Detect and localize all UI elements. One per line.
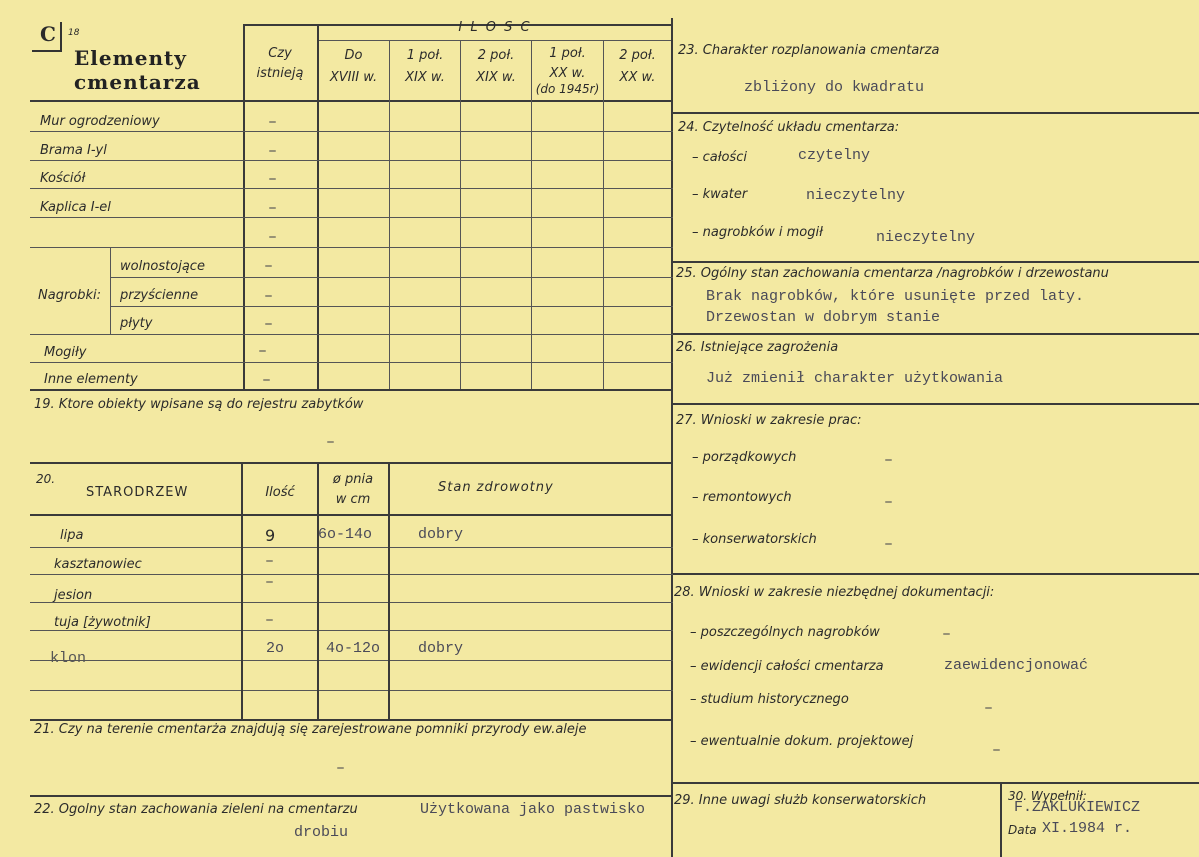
row-value: – xyxy=(258,343,268,360)
rule xyxy=(30,602,673,603)
row-label: Kaplica I-el xyxy=(40,200,111,215)
subcol-4-l2: XX w. xyxy=(549,66,586,81)
q27-item-value: – xyxy=(884,494,894,511)
q27-item-label: – konserwatorskich xyxy=(692,532,817,547)
rule xyxy=(30,100,673,102)
q19-label: 19. Ktore obiekty wpisane są do rejestru zabytków xyxy=(34,397,364,412)
subcol-3-l2: XIX w. xyxy=(476,70,516,85)
q27-label: 27. Wnioski w zakresie prac: xyxy=(676,413,862,428)
row-value: – xyxy=(262,372,272,389)
q20-col-starodrzew: STARODRZEW xyxy=(86,485,189,500)
row-value: – xyxy=(268,229,278,246)
q28-label: 28. Wnioski w zakresie niezbędnej dokumentacji: xyxy=(674,585,995,600)
tree-name: kasztanowiec xyxy=(54,557,142,572)
tree-name: tuja [żywotnik] xyxy=(54,615,151,630)
rule xyxy=(30,160,673,161)
rule xyxy=(30,514,673,516)
subcol-4-l1: 1 poł. xyxy=(549,46,586,61)
col-istnieja: istnieją xyxy=(256,66,304,81)
tree-state: dobry xyxy=(418,526,464,543)
row-label: Inne elementy xyxy=(44,372,138,387)
q22-value-2: drobiu xyxy=(294,824,349,841)
row-label: Kościół xyxy=(40,171,86,186)
rule xyxy=(603,40,604,390)
rule xyxy=(673,782,1199,784)
rule xyxy=(30,217,673,218)
rule xyxy=(110,306,673,307)
q28-item-label: – ewentualnie dokum. projektowej xyxy=(690,734,914,749)
corner-number: 18 xyxy=(68,28,80,38)
subcol-4-l3: (do 1945r) xyxy=(535,82,600,96)
col-czy: Czy xyxy=(268,46,292,61)
rule xyxy=(673,573,1199,575)
q28-item-value: zaewidencjonować xyxy=(944,657,1089,674)
tree-name: klon xyxy=(50,650,87,667)
rule xyxy=(671,18,673,857)
tree-qty: – xyxy=(265,612,275,629)
tree-diam: 4o-12o xyxy=(326,640,381,657)
subcol-3-l1: 2 poł. xyxy=(477,48,515,63)
row-value: – xyxy=(268,143,278,160)
q20-col-ilosc: Ilość xyxy=(265,485,295,500)
q30-label: 30. Wypełnił: xyxy=(1008,789,1087,803)
q25-label: 25. Ogólny stan zachowania cmentarza /nagrobków i drzewostanu xyxy=(676,266,1109,281)
rule xyxy=(673,261,1199,263)
rule xyxy=(241,462,243,719)
q27-item-value: – xyxy=(884,536,894,553)
rule xyxy=(673,333,1199,335)
rule xyxy=(460,40,461,390)
q20-col-pnia1: ø pnia xyxy=(332,472,374,487)
rule xyxy=(388,462,390,719)
q28-item-value: – xyxy=(992,742,1002,759)
q24-kwater-value: nieczytelny xyxy=(806,187,906,204)
rule xyxy=(30,660,673,661)
row-label: Mur ogrodzeniowy xyxy=(40,114,160,129)
rule xyxy=(30,719,673,721)
subcol-1-l1: Do xyxy=(344,48,363,63)
row-label: Brama I-yl xyxy=(40,143,107,158)
nagrobki-label: Nagrobki: xyxy=(38,288,102,303)
rule xyxy=(30,334,673,335)
tree-state: dobry xyxy=(418,640,464,657)
tree-qty: 2o xyxy=(266,640,285,657)
q25-line-2: Drzewostan w dobrym stanie xyxy=(706,309,941,326)
row-value: – xyxy=(264,288,274,305)
q30-data-label: Data xyxy=(1008,823,1037,837)
q24-label: 24. Czytelność układu cmentarza: xyxy=(678,120,900,135)
q24-calosci: – całości xyxy=(692,150,747,165)
row-value: – xyxy=(268,114,278,131)
rule xyxy=(110,277,673,278)
q24-kwater: – kwater xyxy=(692,187,748,202)
q29-label: 29. Inne uwagi służb konserwatorskich xyxy=(674,793,927,808)
rule xyxy=(30,795,673,797)
q30-name: F.ZAKLUKIEWICZ xyxy=(1014,799,1141,816)
q20-col-pnia2: w cm xyxy=(335,492,371,507)
q28-item-label: – ewidencji całości cmentarza xyxy=(690,659,884,674)
row-label: płyty xyxy=(120,316,153,331)
rule xyxy=(110,248,111,334)
rule xyxy=(30,389,673,391)
tree-qty: 9 xyxy=(265,526,276,545)
rule xyxy=(30,574,673,575)
row-label: wolnostojące xyxy=(120,259,205,274)
row-value: – xyxy=(268,200,278,217)
rule xyxy=(30,131,673,132)
q24-nagrobkow-value: nieczytelny xyxy=(876,229,976,246)
subcol-2-l1: 1 poł. xyxy=(406,48,444,63)
q28-item-value: – xyxy=(984,700,994,717)
rule xyxy=(30,362,673,363)
title-line2: cmentarza xyxy=(74,70,201,94)
rule xyxy=(673,403,1199,405)
q27-item-label: – porządkowych xyxy=(692,450,797,465)
q24-calosci-value: czytelny xyxy=(798,147,871,164)
subcol-2-l2: XIX w. xyxy=(405,70,445,85)
q19-value: – xyxy=(326,434,336,451)
rule xyxy=(30,630,673,631)
q23-value: zbliżony do kwadratu xyxy=(744,79,925,96)
rule xyxy=(389,40,390,390)
subcol-5-l1: 2 poł. xyxy=(619,48,656,63)
rule xyxy=(318,40,673,41)
col-ilosc: I L O S C xyxy=(458,20,532,35)
title-line1: Elementy xyxy=(74,46,187,70)
q28-item-label: – studium historycznego xyxy=(690,692,849,707)
q22-value-1: Użytkowana jako pastwisko xyxy=(420,801,646,818)
row-label: Mogiły xyxy=(44,345,87,360)
q26-label: 26. Istniejące zagrożenia xyxy=(676,340,839,355)
q25-line-1: Brak nagrobków, które usunięte przed laty. xyxy=(706,288,1085,305)
q27-item-value: – xyxy=(884,452,894,469)
q30-date: XI.1984 r. xyxy=(1042,820,1133,837)
q22-label: 22. Ogolny stan zachowania zieleni na cmentarzu xyxy=(34,802,358,817)
q27-item-label: – remontowych xyxy=(692,490,792,505)
rule xyxy=(30,690,673,691)
row-label: przyścienne xyxy=(120,288,199,303)
corner-mark: C xyxy=(40,22,56,46)
subcol-1-l2: XVIII w. xyxy=(329,70,378,85)
row-value: – xyxy=(268,171,278,188)
q20-num: 20. xyxy=(36,472,56,486)
q28-item-label: – poszczególnych nagrobków xyxy=(690,625,880,640)
row-value: – xyxy=(264,316,274,333)
q21-label: 21. Czy na terenie cmentarża znajdują się zarejestrowane pomniki przyrody ew.aleje xyxy=(34,722,587,737)
tree-qty: – xyxy=(265,574,275,591)
rule xyxy=(673,112,1199,114)
subcol-5-l2: XX w. xyxy=(619,70,656,85)
q23-label: 23. Charakter rozplanowania cmentarza xyxy=(678,43,940,58)
rule xyxy=(30,462,673,464)
rule xyxy=(1000,782,1002,857)
tree-name: jesion xyxy=(54,588,93,603)
q26-value: Już zmienił charakter użytkowania xyxy=(706,370,1004,387)
q24-nagrobkow: – nagrobków i mogił xyxy=(692,225,823,240)
tree-qty: – xyxy=(265,553,275,570)
tree-diam: 6o-14o xyxy=(318,526,373,543)
rule xyxy=(30,188,673,189)
q28-item-value: – xyxy=(942,626,952,643)
row-value: – xyxy=(264,258,274,275)
rule xyxy=(30,547,673,548)
rule xyxy=(30,247,673,248)
tree-name: lipa xyxy=(60,528,84,543)
q20-col-stan: Stan zdrowotny xyxy=(438,480,554,495)
q21-value: – xyxy=(336,760,346,777)
